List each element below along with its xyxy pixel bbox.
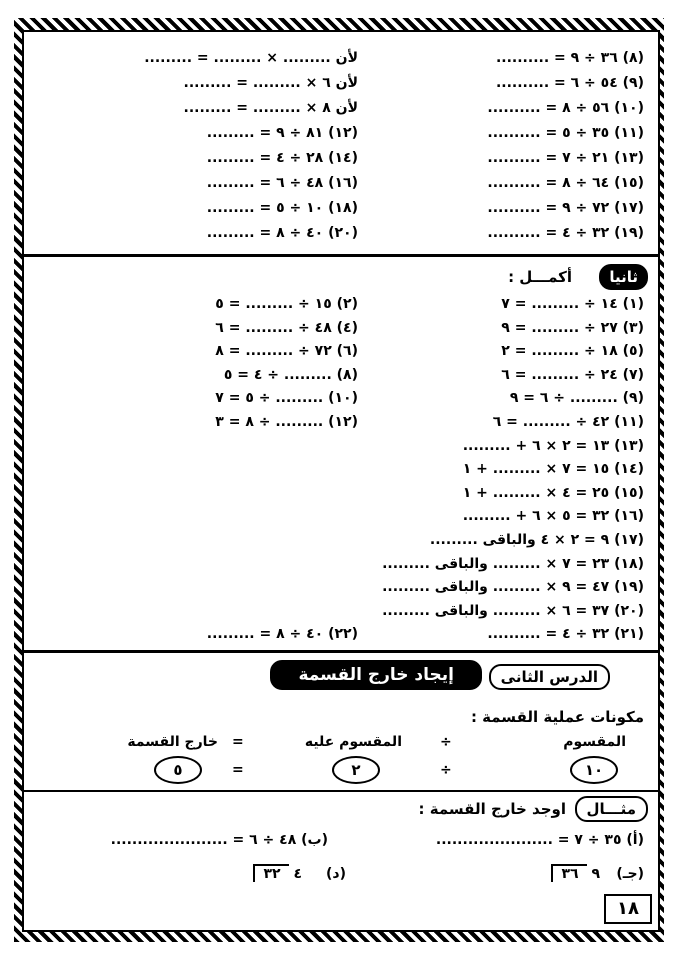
exercise-item: (٢٠) ٣٧ = ٦ × ......... والباقى ......... — [382, 602, 644, 619]
exercise-item: (١٨) ٢٣ = ٧ × ......... والباقى ......... — [382, 555, 644, 572]
equals-sign: = — [232, 734, 244, 750]
example-heading: اوجد خارج القسمة : — [418, 800, 566, 818]
quotient-circle: ٥ — [154, 756, 202, 784]
exercise-item: (٨) ......... ÷ ٤ = ٥ — [223, 366, 358, 383]
exercise-item: (١٤) ١٥ = ٧ × ......... + ١ — [462, 461, 644, 478]
exercise-item: (١٠) ......... ÷ ٥ = ٧ — [215, 390, 358, 407]
long-division-d — [249, 866, 302, 886]
long-division-c — [547, 866, 600, 886]
exercise-item: (١٩) ٣٢ ÷ ٤ = .......... — [487, 225, 644, 241]
page-number: ١٨ — [604, 894, 652, 924]
lesson-title: إيجاد خارج القسمة — [270, 660, 482, 690]
exercise-item: (١١) ٣٥ ÷ ٥ = .......... — [487, 125, 644, 141]
dividend: ٣٦ — [551, 864, 586, 882]
example-c-label: (جـ) — [616, 866, 644, 882]
lesson-label: الدرس الثانى — [489, 664, 610, 690]
exercise-item: (١٢) ٨١ ÷ ٩ = ......... — [206, 125, 358, 141]
division-sign: ÷ — [440, 734, 452, 750]
exercise-item: (١) ١٤ ÷ ......... = ٧ — [501, 296, 644, 312]
exercise-item: (١٧) ٩ = ٢ × ٤ والباقى ......... — [429, 532, 644, 548]
exercise-item: (١٠) ٥٦ ÷ ٨ = .......... — [487, 100, 644, 116]
example-label: مثـــال — [575, 796, 648, 822]
exercise-item: (٢١) ٣٢ ÷ ٤ = .......... — [487, 626, 644, 643]
divider — [24, 254, 658, 257]
exercise-item: (١٣) ٢١ ÷ ٧ = .......... — [487, 150, 644, 166]
dividend-label: المقسوم — [563, 734, 626, 750]
section2-title: أكمـــل : — [508, 268, 572, 286]
exercise-item: (٩) ......... ÷ ٦ = ٩ — [509, 390, 644, 407]
exercise-item: لأن ......... × ......... = ......... — [144, 50, 358, 66]
exercise-item: (١٧) ٧٢ ÷ ٩ = .......... — [487, 200, 644, 216]
example-a: (أ) ٣٥ ÷ ٧ = ...................... — [435, 832, 644, 848]
exercise-item: (١٦) ٣٢ = ٥ × ٦ + ......... — [462, 508, 644, 525]
exercise-item: (٣) ٢٧ ÷ ......... = ٩ — [501, 319, 644, 336]
divider — [24, 790, 658, 792]
exercise-item: (٢٢) ٤٠ ÷ ٨ = ......... — [206, 626, 358, 643]
exercise-item: (١١) ٤٢ ÷ ......... = ٦ — [492, 414, 644, 430]
divisor-label: المقسوم عليه — [304, 734, 402, 750]
dividend-circle: ١٠ — [570, 756, 618, 784]
divisor: ٩ — [591, 866, 600, 882]
quotient-label: خارج القسمة — [127, 734, 218, 750]
example-b: (ب) ٤٨ ÷ ٦ = ...................... — [110, 832, 328, 848]
exercise-item: (١٦) ٤٨ ÷ ٦ = ......... — [206, 175, 358, 191]
exercise-item: (٧) ٢٤ ÷ ......... = ٦ — [501, 366, 644, 383]
exercise-item: (٨) ٣٦ ÷ ٩ = .......... — [495, 50, 644, 66]
exercise-item: (١٩) ٤٧ = ٩ × ......... والباقى ......... — [382, 579, 644, 596]
exercise-item: لأن ٦ × ......... = ......... — [183, 75, 358, 91]
divisor-circle: ٢ — [332, 756, 380, 784]
exercise-item: (١٢) ......... ÷ ٨ = ٣ — [215, 414, 358, 430]
division-sign: ÷ — [440, 762, 452, 778]
exercise-item: (٢٠) ٤٠ ÷ ٨ = ......... — [206, 225, 358, 241]
exercise-item: (١٥) ٢٥ = ٤ × ......... + ١ — [462, 484, 644, 501]
divisor: ٤ — [293, 866, 302, 882]
worksheet-page — [22, 30, 660, 932]
exercise-item: (٤) ٤٨ ÷ ......... = ٦ — [215, 319, 358, 336]
example-d-label: (د) — [326, 866, 346, 882]
exercise-item: (٥) ١٨ ÷ ......... = ٢ — [501, 343, 644, 360]
divider — [24, 650, 658, 653]
dividend: ٣٢ — [253, 864, 288, 882]
exercise-item: (٦) ٧٢ ÷ ......... = ٨ — [215, 343, 358, 360]
exercise-item: (١٤) ٢٨ ÷ ٤ = ......... — [206, 150, 358, 166]
exercise-item: (١٥) ٦٤ ÷ ٨ = .......... — [487, 175, 644, 191]
exercise-item: (٢) ١٥ ÷ ......... = ٥ — [215, 296, 358, 312]
components-heading: مكونات عملية القسمة : — [470, 708, 644, 726]
section2-badge: ثانيا — [599, 264, 648, 290]
exercise-item: (١٣) ١٣ = ٢ × ٦ + ......... — [462, 437, 644, 454]
exercise-item: لأن ٨ × ......... = ......... — [183, 100, 358, 116]
equals-sign: = — [232, 762, 244, 778]
exercise-item: (٩) ٥٤ ÷ ٦ = .......... — [495, 75, 644, 91]
exercise-item: (١٨) ١٠ ÷ ٥ = ......... — [206, 200, 358, 216]
